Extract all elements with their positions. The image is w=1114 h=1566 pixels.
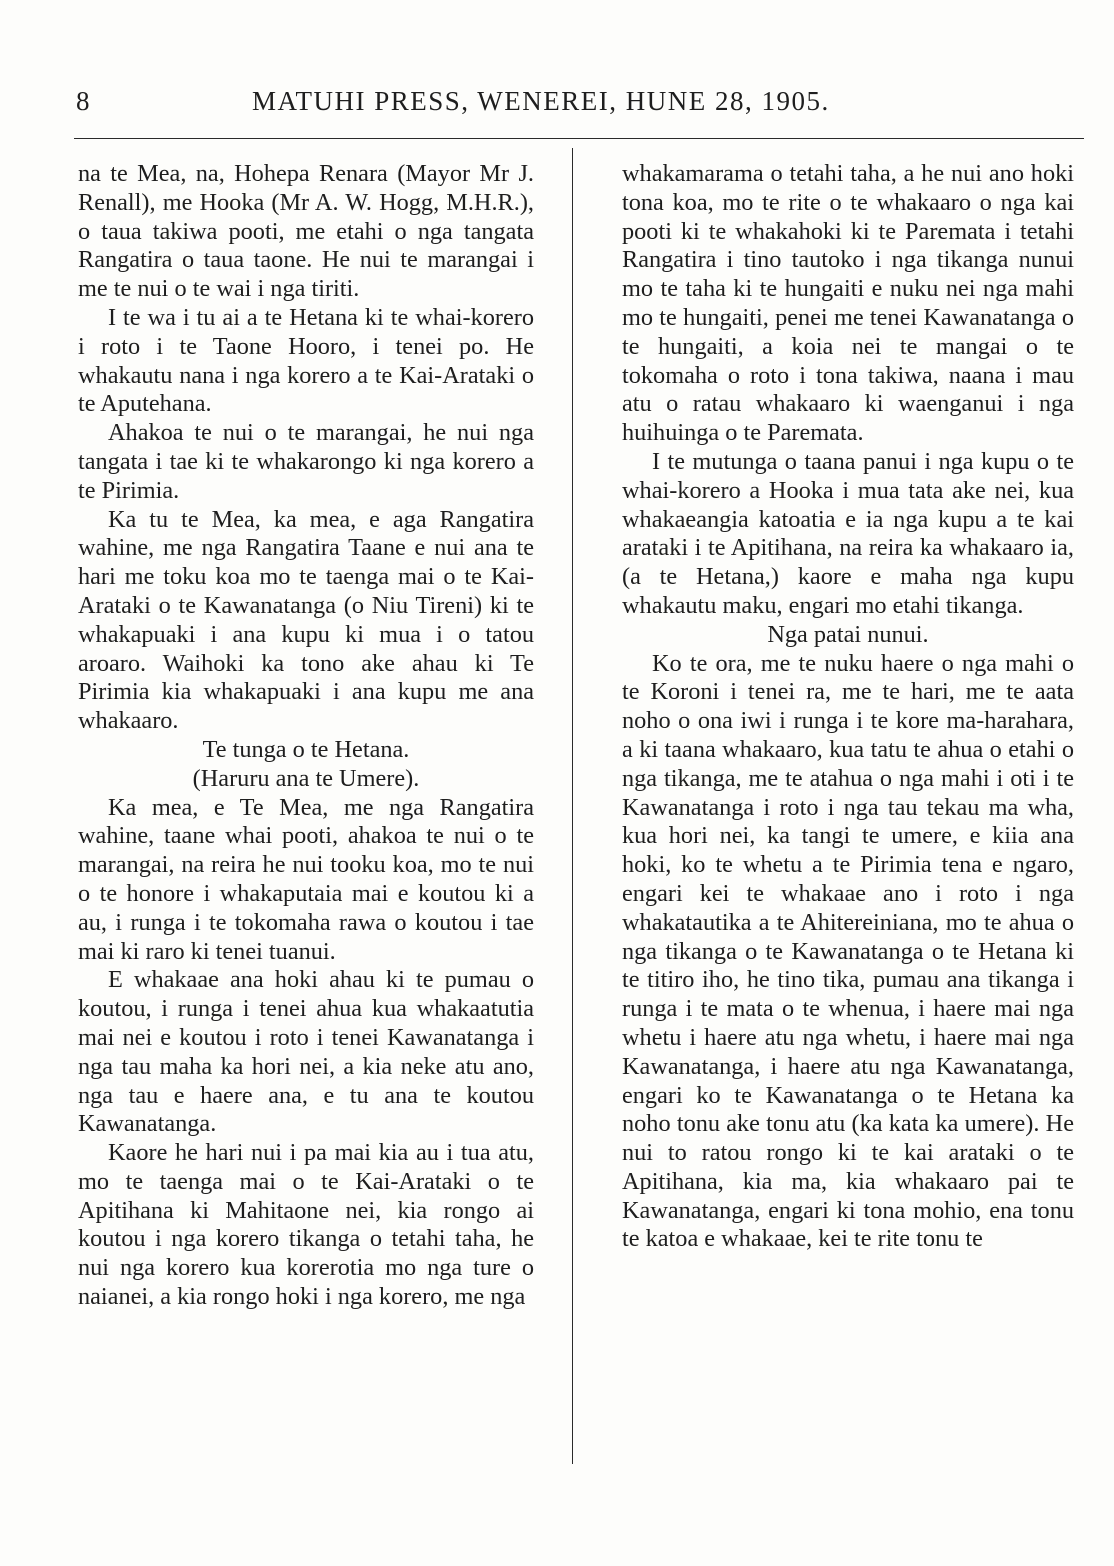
- section-heading: Nga patai nunui.: [767, 620, 929, 648]
- paragraph: E whakaae ana hoki ahau ki te pumau o koutou, i runga i tenei ahua kua whakaatutia mai nei e koutou i roto i tenei Kawanatanga i nga tau maha ka hori nei, a kia neke atu ano, nga tau e haere ana, e tu ana te koutou Kawanatanga.: [78, 966, 534, 1138]
- column-divider: [572, 148, 573, 1464]
- right-column: [622, 160, 1074, 1254]
- paragraph: Ka mea, e Te Mea, me nga Rangatira wahine, taane whai pooti, ahakoa te nui o te marangai, na reira he nui tooku koa, mo te nui o te honore i whakaputaia mai e koutou ki a au, i runga i te tokomaha rawa o koutou i tae mai ki raro ki tenei tuanui.: [78, 793, 534, 965]
- masthead-title: MATUHI PRESS, WENEREI, HUNE 28, 1905.: [252, 86, 830, 116]
- page-number: 8: [76, 86, 91, 116]
- paragraph: I te mutunga o taana panui i nga kupu o te whai-korero a Hooka i mua tata ake nei, kua whakaeangia katoatia e ia nga kupu a te kai arataki i te Apitihana, na reira ka whakaaro ia, (a te Hetana,) kaore e maha nga kupu whakautu maku, engari mo etahi tikanga.: [622, 447, 1074, 619]
- paragraph: I te wa i tu ai a te Hetana ki te whai-korero i roto i te Taone Hooro, i tenei po. He whakautu nana i nga korero a te Kai-Arataki o te Aputehana.: [78, 303, 534, 418]
- paragraph: whakamarama o tetahi taha, a he nui ano hoki tona koa, mo te rite o te whakaaro o nga kai pooti ki te whakahoki ki te Paremata i tetahi Rangatira i tino tautoko i nga tikanga nunui mo te taha ki te hungaiti e nuku nei nga mahi mo te hungaiti, penei me tenei Kawanatanga o te hungaiti, a koia nei te mangai o te tokomaha o roto i tona takiwa, naana i mau atu o ratau whakaaro ki waenganui i nga huihuinga o te Paremata.: [622, 160, 1074, 447]
- paragraph: na te Mea, na, Hohepa Renara (Mayor Mr J. Renall), me Hooka (Mr A. W. Hogg, M.H.R.), o taua takiwa pooti, me etahi o nga tangata Rangatira o taua taone. He nui te marangai i me te nui o te wai i nga tiriti.: [78, 160, 534, 303]
- paragraph: Kaore he hari nui i pa mai kia au i tua atu, mo te taenga mai o te Kai-Arataki o te Apitihana ki Mahitaone nei, kia rongo ai koutou i nga korero tikanga o tetahi taha, he nui nga korero kua korerotia mo nga ture o naianei, a kia rongo hoki i nga korero, me nga: [78, 1139, 534, 1311]
- page-header: [72, 86, 1074, 126]
- left-column: [78, 160, 534, 1312]
- section-heading: Te tunga o te Hetana.: [202, 735, 410, 763]
- paragraph: Ka tu te Mea, ka mea, e aga Rangatira wahine, me nga Rangatira Taane e nui ana te hari me toku koa mo te taenga mai o te Kai-Arataki o te Kawanatanga (o Niu Tireni) ki te whakapuaki i ana kupu ki mua i o tatou aroaro. Waihoki ka tono ake ahau ki Te Pirimia kia whakapuaki i ana kupu me ana whakaaro.: [78, 505, 534, 735]
- paragraph: Ko te ora, me te nuku haere o nga mahi o te Koroni i tenei ra, me te hari, me te aata noho o ona iwi i runga i te kore ma-harahara, a ki taana whakaaro, kua tatu te ahua o etahi o nga tikanga, me te atahua o nga mahi i oti i te Kawanatanga i roto i nga tau tekau ma wha, kua hori nei, ka tangi te umere, e kiia ana hoki, ko te whetu a te Pirimia tena e ngaro, engari kei te whakaae ano i roto i nga whakatautika a te Ahitereiniana, mo te ahua o nga tikanga o te Kawanatanga o te Hetana ki te titiro iho, he tino tika, pumau ana tikanga i runga i te mata o te whenua, i haere mai nga whetu i haere atu nga whetu, i haere mai nga Kawanatanga, i haere atu nga Kawanatanga, engari ko te Kawanatanga o te Hetana ka noho tonu ake tonu atu (ka kata ka umere). He nui to ratou rongo ki te kai arataki o te Apitihana, kia ma, kia whakaaro pai te Kawanatanga, engari ki tona mohio, ena tonu te katoa e whakaae, kei te rite tonu te: [622, 649, 1074, 1253]
- paragraph: Ahakoa te nui o te marangai, he nui nga tangata i tae ki te whakarongo ki nga korero a te Pirimia.: [78, 419, 534, 504]
- section-subheading: (Haruru ana te Umere).: [192, 764, 420, 792]
- header-rule: [74, 138, 1084, 139]
